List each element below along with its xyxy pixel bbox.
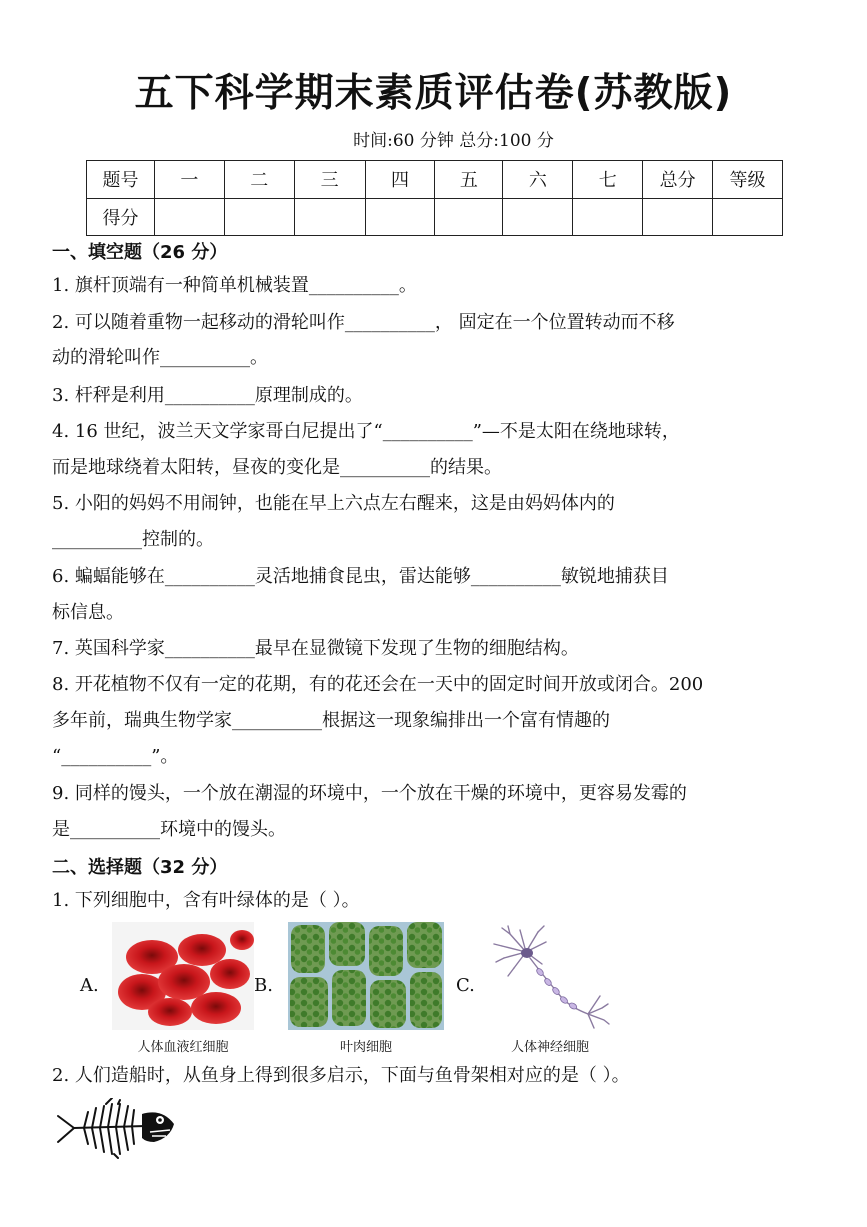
option-a-caption: 人体血液红细胞	[137, 1040, 229, 1055]
question-line: 2. 人们造船时，从鱼身上得到很多启示，下面与鱼骨架相对应的是（ ）。	[52, 1065, 630, 1086]
section-heading-fill-blank: 一、填空题（26 分）	[52, 242, 228, 263]
page-title: 五下科学期末素质评估卷(苏教版)	[134, 71, 733, 116]
question-line: 2. 可以随着重物一起移动的滑轮叫作__________， 固定在一个位置转动而不移	[52, 312, 675, 333]
score-table-cell: 四	[365, 161, 435, 199]
score-table-cell: 等级	[713, 161, 783, 199]
question-line: 多年前，瑞典生物学家__________根据这一现象编排出一个富有情趣的	[52, 710, 610, 731]
question-line: 6. 蝙蝠能够在__________灵活地捕食昆虫，雷达能够__________敏锐地捕获目	[52, 566, 669, 587]
score-input-cell[interactable]	[713, 198, 783, 236]
question-line: 而是地球绕着太阳转，昼夜的变化是__________的结果。	[52, 457, 502, 478]
option-c-caption: 人体神经细胞	[510, 1040, 589, 1055]
score-table-cell: 七	[573, 161, 643, 199]
question-line: 1. 下列细胞中，含有叶绿体的是（ ）。	[52, 890, 360, 911]
question-line: 动的滑轮叫作__________。	[52, 347, 268, 368]
red-blood-cells-image	[112, 922, 254, 1030]
leaf-cells-image	[288, 922, 444, 1030]
question-line: “__________”。	[52, 746, 179, 767]
fish-skeleton-image	[54, 1098, 178, 1160]
score-input-cell[interactable]	[503, 198, 573, 236]
question-line: 9. 同样的馒头，一个放在潮湿的环境中，一个放在干燥的环境中，更容易发霉的	[52, 783, 687, 804]
question-line: 5. 小阳的妈妈不用闹钟，也能在早上六点左右醒来，这是由妈妈体内的	[52, 493, 615, 514]
section-heading-multiple-choice: 二、选择题（32 分）	[52, 857, 228, 878]
question-line: 是__________环境中的馒头。	[52, 819, 286, 840]
option-b-label[interactable]: B.	[254, 975, 273, 996]
neuron-cell-image	[490, 924, 610, 1032]
score-table	[86, 160, 783, 236]
score-table-cell: 总分	[643, 161, 713, 199]
question-line: 4. 16 世纪，波兰天文学家哥白尼提出了“__________”—不是太阳在绕地球转，	[52, 421, 680, 442]
score-table-cell: 三	[294, 161, 365, 199]
score-input-cell[interactable]	[573, 198, 643, 236]
score-input-cell[interactable]	[435, 198, 503, 236]
option-a-label[interactable]: A.	[80, 975, 99, 996]
option-b-caption: 叶肉细胞	[339, 1040, 392, 1055]
score-table-score-row	[87, 198, 783, 236]
question-line: 标信息。	[52, 602, 124, 623]
score-input-cell[interactable]	[365, 198, 435, 236]
score-table-cell: 二	[224, 161, 294, 199]
score-table-cell: 题号	[87, 161, 155, 199]
question-line: 8. 开花植物不仅有一定的花期，有的花还会在一天中的固定时间开放或闭合。200	[52, 674, 704, 695]
question-line: __________控制的。	[52, 529, 214, 550]
question-line: 3. 杆秤是利用__________原理制成的。	[52, 385, 363, 406]
score-table-cell: 得分	[87, 198, 155, 236]
score-input-cell[interactable]	[154, 198, 224, 236]
score-table-cell: 一	[154, 161, 224, 199]
score-input-cell[interactable]	[643, 198, 713, 236]
score-table-cell: 六	[503, 161, 573, 199]
option-c-label[interactable]: C.	[456, 975, 475, 996]
score-input-cell[interactable]	[224, 198, 294, 236]
score-input-cell[interactable]	[294, 198, 365, 236]
score-table-header-row	[87, 161, 783, 199]
exam-time-info: 时间:60 分钟 总分:100 分	[353, 131, 554, 151]
score-table-cell: 五	[435, 161, 503, 199]
question-line: 7. 英国科学家__________最早在显微镜下发现了生物的细胞结构。	[52, 638, 579, 659]
question-line: 1. 旗杆顶端有一种简单机械装置__________。	[52, 275, 417, 296]
